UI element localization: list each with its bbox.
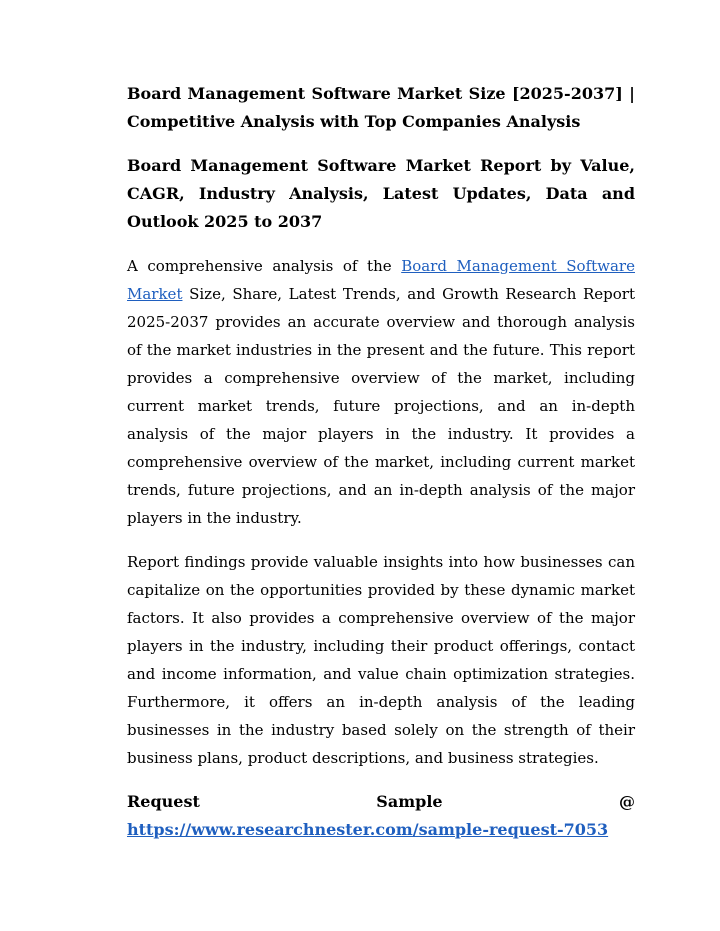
sample-word: Sample (376, 792, 443, 811)
at-symbol: @ (618, 792, 635, 811)
intro-paragraph (127, 252, 635, 532)
findings-paragraph: Report findings provide valuable insights into how businesses can capitalize on the opportunities provided by these dynamic market factors. It also provides a comprehensive overview of the major players in the industry, including their product offerings, contact and income information, and value chain optimization strategies. Furthermore, it offers an in-depth analysis of the leading businesses in the industry based solely on the strength of their business plans, product descriptions, and business strategies. (127, 553, 635, 767)
document-page (127, 80, 635, 844)
sample-request-link[interactable]: https://www.researchnester.com/sample-request-7053 (127, 820, 609, 839)
request-sample-line (127, 788, 635, 816)
document-title: Board Management Software Market Size [2025-2037] | Competitive Analysis with Top Companies Analysis (127, 84, 635, 131)
request-word: Request (127, 792, 200, 811)
intro-suffix: Size, Share, Latest Trends, and Growth Research Report 2025-2037 provides an accurate overview and thorough analysis of the market industries in the present and the future. This report provides a comprehensive overview of the market, including current market trends, future projections, and an in-depth analysis of the major players in the industry. It provides a comprehensive overview of the market, including current market trends, future projections, and an in-depth analysis of the major players in the industry. (127, 285, 635, 527)
intro-prefix: A comprehensive analysis of the (127, 257, 402, 275)
document-subtitle: Board Management Software Market Report by Value, CAGR, Industry Analysis, Latest Updates, Data and Outlook 2025 to 2037 (127, 156, 635, 231)
market-link[interactable]: Board Management Software Market (127, 257, 635, 303)
